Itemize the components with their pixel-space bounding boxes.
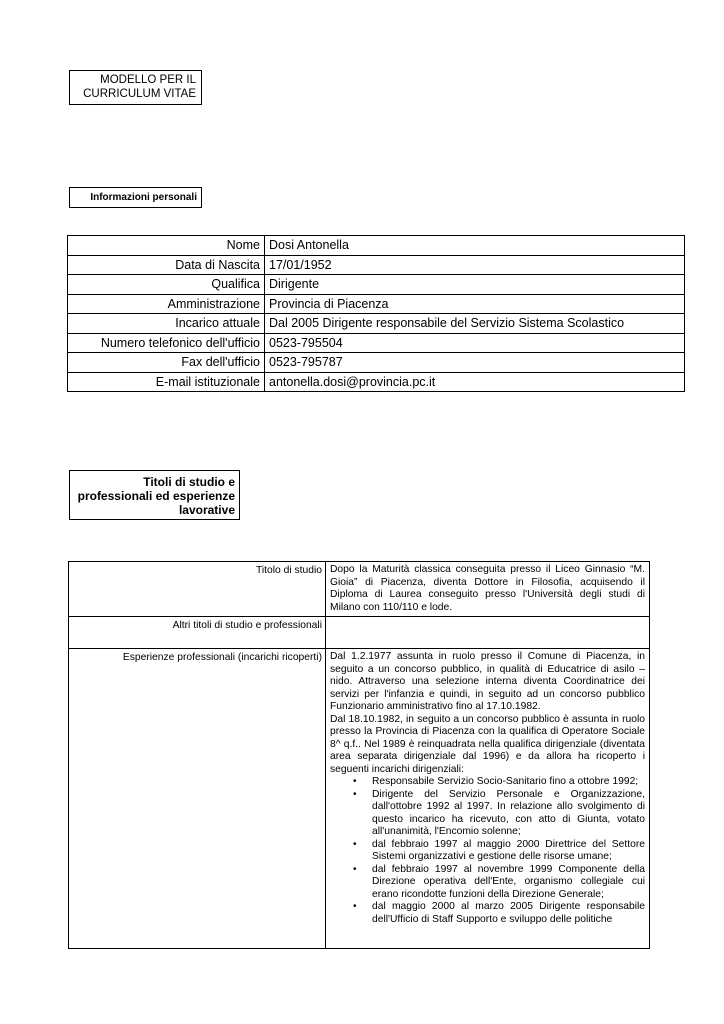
field-label: Nome <box>68 236 265 256</box>
field-value: Dirigente <box>265 275 685 295</box>
field-label: Fax dell'ufficio <box>68 353 265 373</box>
table-row <box>68 236 685 256</box>
list-item <box>353 863 645 902</box>
field-value: 0523-795787 <box>265 353 685 373</box>
model-title-line1: MODELLO PER IL <box>100 74 196 86</box>
titolo-label: Titolo di studio <box>69 562 326 617</box>
table-row <box>69 562 650 617</box>
list-item <box>353 788 645 839</box>
bullet-icon: • <box>353 788 357 800</box>
field-value: Provincia di Piacenza <box>265 294 685 314</box>
table-row <box>69 617 650 649</box>
list-item-text: dal febbraio 1997 al novembre 1999 Componente della Direzione operativa dell'Ente, organismo collegiale cui erano ricondotte funzioni della Direzione Generale; <box>372 863 645 900</box>
field-value: Dosi Antonella <box>265 236 685 256</box>
field-label: Amministrazione <box>68 294 265 314</box>
studies-heading-line2: professionali ed esperienze <box>77 489 235 503</box>
table-row <box>68 372 685 392</box>
esperienze-paragraph: Dal 1.2.1977 assunta in ruolo presso il Comune di Piacenza, in seguito a un concorso pubblico, in qualità di Educatrice di asilo – nido. Attraverso una selezione interna diventa Coordinatrice dei servizi per l'infanzia e quindi, in seguito ad un concorso pubblico Funzionario amministrativo fino al 17.10.1982. <box>330 651 645 712</box>
studies-heading-line3: lavorative <box>178 503 235 517</box>
list-item-text: dal maggio 2000 al marzo 2005 Dirigente responsabile dell'Ufficio di Staff Supporto e sviluppo delle politiche <box>372 901 645 925</box>
list-item-text: Dirigente del Servizio Personale e Organizzazione, dall'ottobre 1992 al 1997. In relazione allo svolgimento di questo incarico ha ricevuto, con atto di Giunta, votato all'unanimità, l'Encomio solenne; <box>372 788 645 837</box>
table-row <box>68 353 685 373</box>
list-item-text: Responsabile Servizio Socio-Sanitario fino a ottobre 1992; <box>372 776 639 787</box>
studies-heading-line1: Titoli di studio e <box>143 475 235 489</box>
field-label: Incarico attuale <box>68 314 265 334</box>
altri-titoli-value <box>326 617 650 649</box>
list-item-text: dal febbraio 1997 al maggio 2000 Direttrice del Settore Sistemi organizzativi e gestione delle risorse umane; <box>372 838 645 862</box>
bullet-icon: • <box>353 863 357 875</box>
esperienze-label: Esperienze professionali (incarichi ricoperti) <box>69 649 326 949</box>
field-label: Data di Nascita <box>68 255 265 275</box>
personal-info-heading: Informazioni personali <box>69 187 202 208</box>
field-value: 0523-795504 <box>265 333 685 353</box>
list-item <box>353 776 645 789</box>
incarichi-list <box>330 776 645 926</box>
bullet-icon: • <box>353 901 357 912</box>
field-value: 17/01/1952 <box>265 255 685 275</box>
model-title-line2: CURRICULUM VITAE <box>83 88 196 100</box>
table-row <box>68 314 685 334</box>
field-label: Qualifica <box>68 275 265 295</box>
esperienze-value <box>326 649 650 949</box>
titolo-value: Dopo la Maturità classica conseguita presso il Liceo Ginnasio “M. Gioia” di Piacenza, diventa Dottore in Filosofia, acquisendo il Diploma di Laurea conseguito presso l'Università degli studi di Milano con 110/110 e lode. <box>326 562 650 617</box>
table-row <box>68 255 685 275</box>
field-label: Numero telefonico dell'ufficio <box>68 333 265 353</box>
field-label: E-mail istituzionale <box>68 372 265 392</box>
list-item <box>353 901 645 926</box>
table-row <box>68 294 685 314</box>
altri-titoli-label: Altri titoli di studio e professionali <box>69 617 326 649</box>
esperienze-paragraph: Dal 18.10.1982, in seguito a un concorso pubblico è assunta in ruolo presso la Provincia di Piacenza con la qualifica di Operatore Sociale 8^ q.f.. Nel 1989 è reinquadrata nella qualifica dirigenziale (diventata area separata dirigenziale dal 1996) e da allora ha ricoperto i seguenti incarichi dirigenziali: <box>330 713 645 775</box>
field-value: Dal 2005 Dirigente responsabile del Servizio Sistema Scolastico <box>265 314 685 334</box>
bullet-icon: • <box>353 838 357 850</box>
table-row <box>69 649 650 949</box>
table-row <box>68 275 685 295</box>
studies-table <box>68 561 650 949</box>
model-title-box <box>69 70 202 105</box>
email-value: antonella.dosi@provincia.pc.it <box>265 372 685 392</box>
studies-section-heading <box>69 470 240 520</box>
table-row <box>68 333 685 353</box>
bullet-icon: • <box>353 776 357 787</box>
list-item <box>353 838 645 864</box>
personal-info-table <box>67 235 685 392</box>
